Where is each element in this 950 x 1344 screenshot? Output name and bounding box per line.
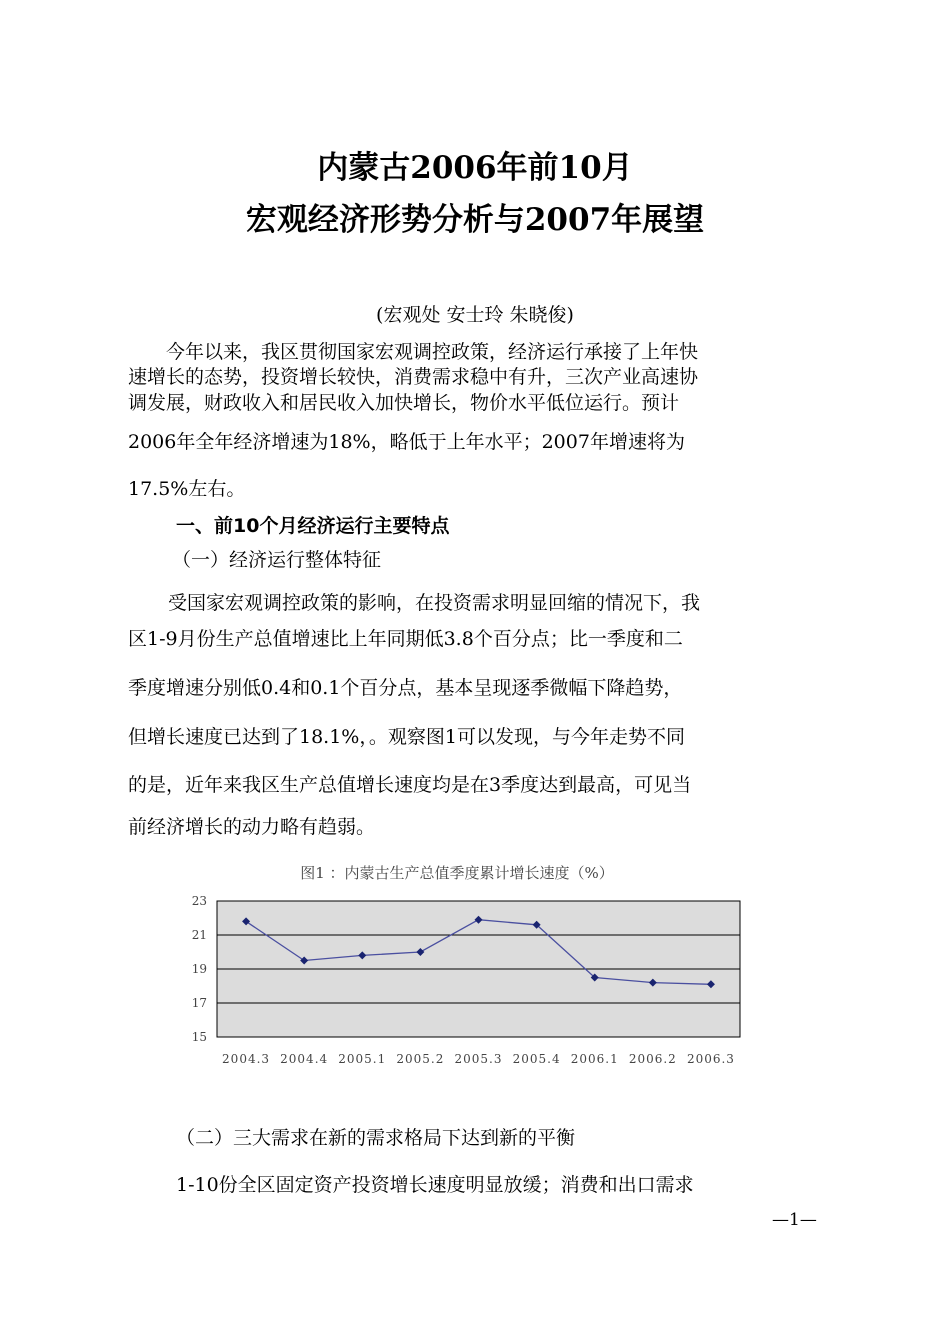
y-axis-ticks <box>192 894 207 1044</box>
gdp-growth-chart <box>180 855 760 1075</box>
page-number: —1— <box>772 1210 817 1230</box>
body-line-5: 的是，近年来我区生产总值增长速度均是在3季度达到最高，可见当 <box>128 774 692 796</box>
x-tick-label: 2005.3 <box>454 1052 503 1066</box>
x-tick-label: 2006.2 <box>628 1052 677 1066</box>
author-line: (宏观处 安士玲 朱晓俊) <box>376 304 574 326</box>
chart-title: 图1 ：内蒙古生产总值季度累计增长速度（%） <box>300 864 614 882</box>
x-tick-label: 2004.3 <box>222 1052 271 1066</box>
body-line-3: 季度增速分别低0.4和0.1个百分点，基本呈现逐季微幅下降趋势， <box>128 677 683 699</box>
title-line-2: 宏观经济形势分析与2007年展望 <box>245 202 705 238</box>
subsection-heading-1: （一）经济运行整体特征 <box>172 549 382 571</box>
x-tick-label: 2005.2 <box>396 1052 445 1066</box>
intro-line-5: 17.5%左右。 <box>128 478 246 500</box>
intro-line-4: 2006年全年经济增速为18%，略低于上年水平；2007年增速将为 <box>128 431 685 453</box>
intro-line-1: 今年以来，我区贯彻国家宏观调控政策，经济运行承接了上年快 <box>166 341 699 363</box>
y-tick-label: 23 <box>191 894 207 908</box>
y-tick-label: 17 <box>191 996 207 1010</box>
x-tick-label: 2006.3 <box>686 1052 735 1066</box>
x-tick-label: 2005.4 <box>512 1052 561 1066</box>
x-tick-label: 2004.4 <box>280 1052 329 1066</box>
y-tick-label: 15 <box>191 1030 207 1044</box>
x-tick-label: 2006.1 <box>570 1052 619 1066</box>
y-tick-label: 21 <box>191 928 207 942</box>
body-line-1: 受国家宏观调控政策的影响，在投资需求明显回缩的情况下，我 <box>168 592 701 614</box>
body-line-6: 前经济增长的动力略有趋弱。 <box>128 816 376 838</box>
body-line-7: 1-10份全区固定资产投资增长速度明显放缓；消费和出口需求 <box>176 1174 694 1196</box>
x-tick-label: 2005.1 <box>338 1052 387 1066</box>
x-axis-ticks <box>222 1052 735 1066</box>
section-heading: 一、前10个月经济运行主要特点 <box>176 515 450 537</box>
body-line-4: 但增长速度已达到了18.1%，。观察图1可以发现，与今年走势不同 <box>128 726 685 748</box>
intro-line-2: 速增长的态势，投资增长较快，消费需求稳中有升，三次产业高速协 <box>128 366 699 388</box>
y-tick-label: 19 <box>191 962 207 976</box>
subsection-heading-2: （二）三大需求在新的需求格局下达到新的平衡 <box>176 1127 576 1149</box>
title-line-1: 内蒙古2006年前10月 <box>317 150 633 186</box>
intro-line-3: 调发展，财政收入和居民收入加快增长，物价水平低位运行。预计 <box>128 392 680 414</box>
body-line-2: 区1-9月份生产总值增速比上年同期低3.8个百分点；比一季度和二 <box>128 628 683 650</box>
